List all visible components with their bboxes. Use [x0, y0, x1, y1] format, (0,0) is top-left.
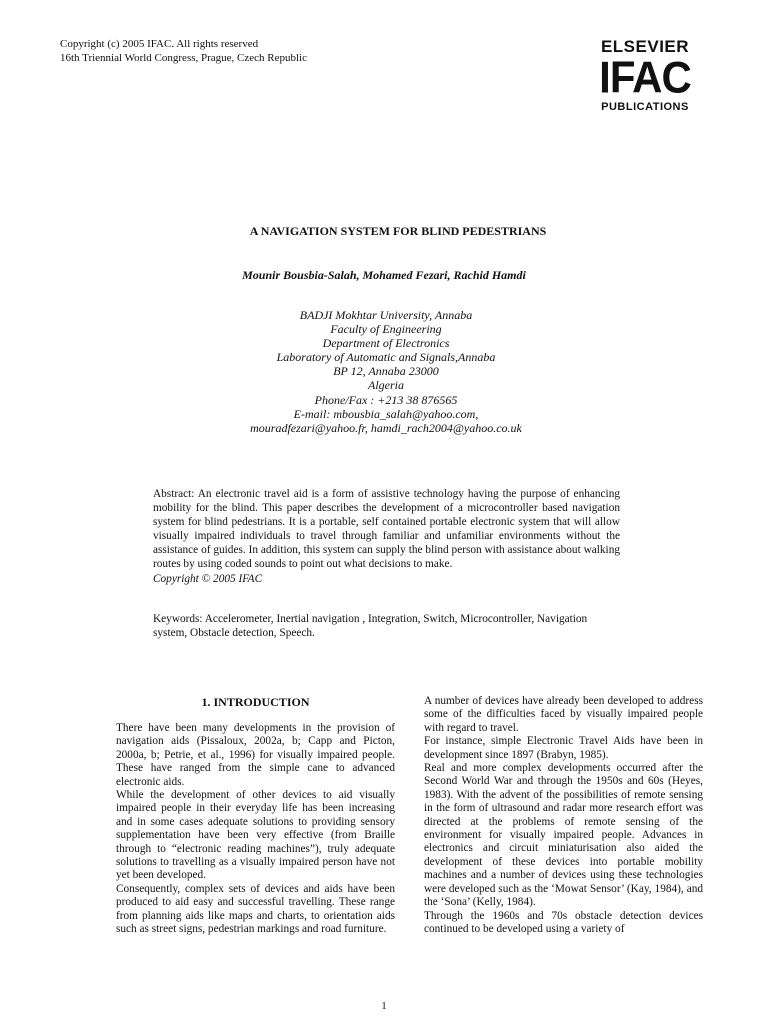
elsevier-ifac-logo	[586, 38, 704, 114]
copyright-notice	[60, 37, 307, 65]
copyright-line: Copyright (c) 2005 IFAC. All rights reserved	[60, 38, 259, 50]
left-column	[116, 722, 395, 937]
affiliation-line: Faculty of Engineering	[330, 322, 442, 337]
logo-elsevier-text: ELSEVIER	[600, 37, 690, 56]
paragraph: For instance, simple Electronic Travel Aids have been in development since 1897 (Brabyn, 1985).	[424, 735, 703, 761]
logo-ifac-text: IFAC	[599, 52, 691, 103]
affiliation-line: Laboratory of Automatic and Signals,Annaba	[276, 350, 496, 365]
logo-publications-text: PUBLICATIONS	[601, 101, 689, 113]
paper-title: A NAVIGATION SYSTEM FOR BLIND PEDESTRIANS	[249, 224, 547, 238]
affiliation-line: Algeria	[368, 378, 404, 393]
paragraph: While the development of other devices to aid visually impaired people in their everyday life has been increasing and in some cases adequate solutions to providing sensory supplementation have been very effective (from Braille through to “electronic reading machines”), truly adequate solutions to travelling as a visually impaired person have not yet been developed.	[116, 789, 395, 882]
paragraph: Real and more complex developments occurred after the Second World War and through the 1950s and 60s (Heyes, 1983). With the advent of the possibilities of remote sensing in the form of ultrasound and radar more research effort was directed at the problems of remote sensing of the environment for visually impaired people. Advances in electronics and circuit miniaturisation also aided the development of these devices into portable mobility machines and a number of devices using these technologies were developed such as the ‘Mowat Sensor’ (Kay, 1984), and the ‘Sona’ (Kelly, 1984).	[424, 762, 703, 909]
abstract	[153, 487, 620, 586]
affiliation-line: E-mail: mbousbia_salah@yahoo.com,	[293, 406, 479, 421]
affiliation-line: mouradfezari@yahoo.fr, hamdi_rach2004@yahoo.co.uk	[250, 420, 522, 435]
affiliation-line: Department of Electronics	[322, 336, 450, 351]
paper-authors: Mounir Bousbia-Salah, Mohamed Fezari, Rachid Hamdi	[242, 268, 526, 282]
page-number: 1	[381, 1000, 387, 1012]
paragraph: A number of devices have already been developed to address some of the difficulties faced by visually impaired people with regard to travel.	[424, 695, 703, 734]
section-heading-introduction: 1. INTRODUCTION	[201, 695, 310, 709]
affiliation-line: Phone/Fax : +213 38 876565	[314, 392, 458, 407]
congress-line: 16th Triennial World Congress, Prague, Czech Republic	[60, 52, 307, 64]
paragraph: There have been many developments in the provision of navigation aids (Pissaloux, 2002a, b; Capp and Picton, 2000a, b; Petrie, et al., 1996) for visually impaired people. These have ranged from the simple cane to advanced electronic aids.	[116, 722, 395, 788]
author-affiliation	[0, 308, 768, 435]
affiliation-line: BP 12, Annaba 23000	[333, 364, 439, 379]
paragraph: Through the 1960s and 70s obstacle detection devices continued to be developed using a variety of	[424, 909, 703, 935]
keywords: Keywords: Accelerometer, Inertial navigation , Integration, Switch, Microcontroller, Navigation system, Obstacle detection, Speech.	[153, 613, 588, 640]
abstract-text: Abstract: An electronic travel aid is a form of assistive technology having the purpose of enhancing mobility for the blind. This paper describes the development of a microcontroller based navigation system for blind pedestrians. It is a portable, self contained portable electronic system that will allow visually impaired individuals to travel through familiar and unfamiliar environments without the assistance of guides. In addition, this system can supply the blind person with assistance about walking routes by using coded sounds to point out what decisions to make.	[153, 488, 620, 571]
paragraph: Consequently, complex sets of devices and aids have been produced to aid easy and successful travelling. These range from planning aids like maps and charts, to orientation aids such as street signs, pedestrian markings and road furniture.	[116, 882, 395, 936]
abstract-copyright: Copyright © 2005 IFAC	[153, 572, 263, 585]
affiliation-line: BADJI Mokhtar University, Annaba	[299, 308, 473, 322]
right-column	[424, 695, 703, 936]
